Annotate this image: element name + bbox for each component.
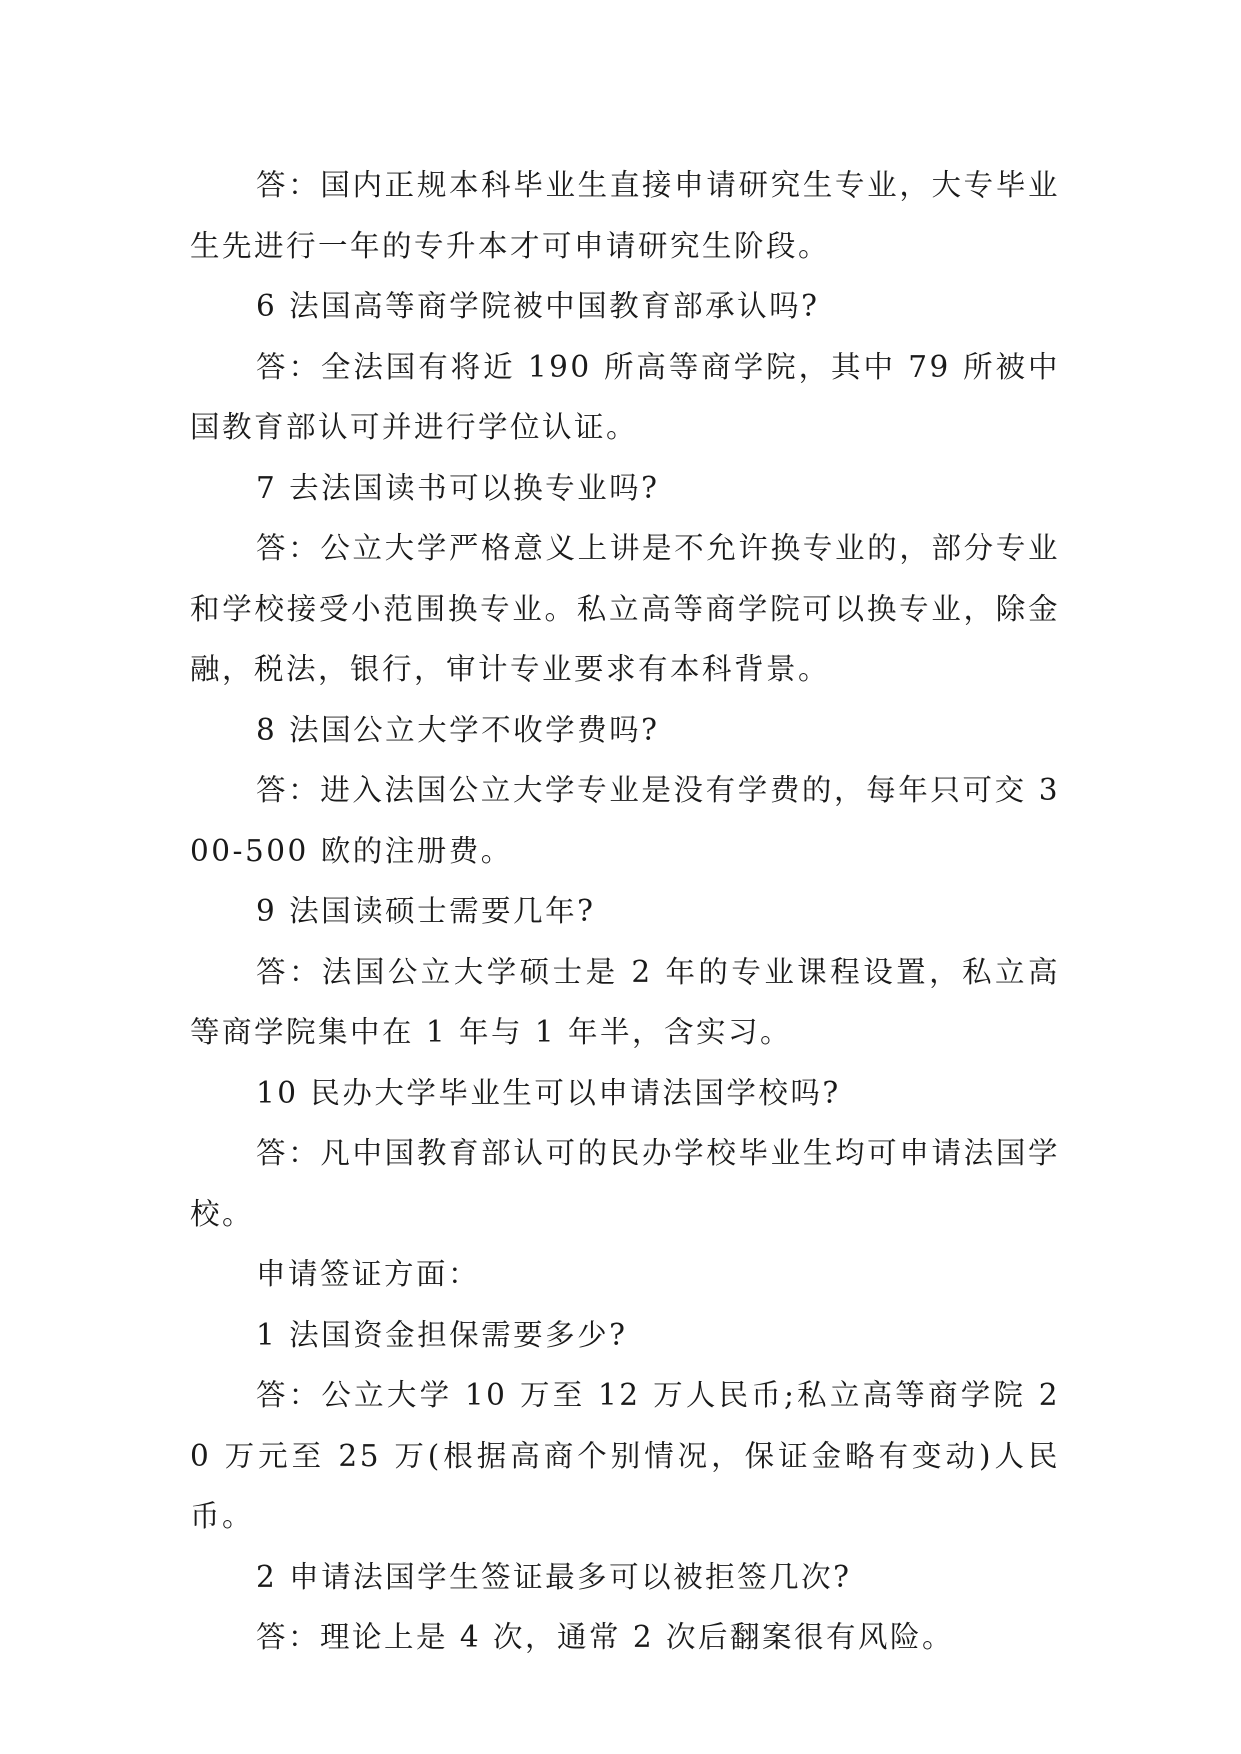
question-6: 6 法国高等商学院被中国教育部承认吗? bbox=[256, 289, 820, 323]
answer-paragraph: 答：公立大学 10 万至 12 万人民币;私立高等商学院 20 万元至 25 万(根据高商个别情况，保证金略有变动)人民币。 bbox=[190, 1378, 1060, 1533]
visa-question-2: 2 申请法国学生签证最多可以被拒签几次? bbox=[256, 1559, 852, 1594]
question-10: 10 民办大学毕业生可以申请法国学校吗? bbox=[256, 1075, 841, 1110]
document-body bbox=[190, 155, 1060, 1668]
question-9: 9 法国读硕士需要几年? bbox=[256, 894, 596, 928]
answer-paragraph: 答：国内正规本科毕业生直接申请研究生专业，大专毕业生先进行一年的专升本才可申请研究生阶段。 bbox=[190, 168, 1060, 263]
section-heading: 申请签证方面： bbox=[256, 1257, 481, 1291]
answer-paragraph: 答：全法国有将近 190 所高等商学院，其中 79 所被中国教育部认可并进行学位认证。 bbox=[190, 349, 1060, 444]
answer-paragraph: 答：公立大学严格意义上讲是不允许换专业的，部分专业和学校接受小范围换专业。私立高等商学院可以换专业，除金融，税法，银行，审计专业要求有本科背景。 bbox=[190, 531, 1060, 686]
question-7: 7 去法国读书可以换专业吗? bbox=[256, 470, 660, 505]
answer-paragraph: 答：凡中国教育部认可的民办学校毕业生均可申请法国学校。 bbox=[190, 1136, 1060, 1231]
answer-paragraph: 答：法国公立大学硕士是 2 年的专业课程设置，私立高等商学院集中在 1 年与 1 年半，含实习。 bbox=[190, 954, 1060, 1049]
question-8: 8 法国公立大学不收学费吗? bbox=[256, 712, 660, 747]
answer-paragraph: 答：进入法国公立大学专业是没有学费的，每年只可交 300-500 欧的注册费。 bbox=[190, 773, 1060, 868]
visa-question-1: 1 法国资金担保需要多少? bbox=[256, 1317, 628, 1352]
answer-paragraph: 答：理论上是 4 次，通常 2 次后翻案很有风险。 bbox=[256, 1620, 955, 1654]
